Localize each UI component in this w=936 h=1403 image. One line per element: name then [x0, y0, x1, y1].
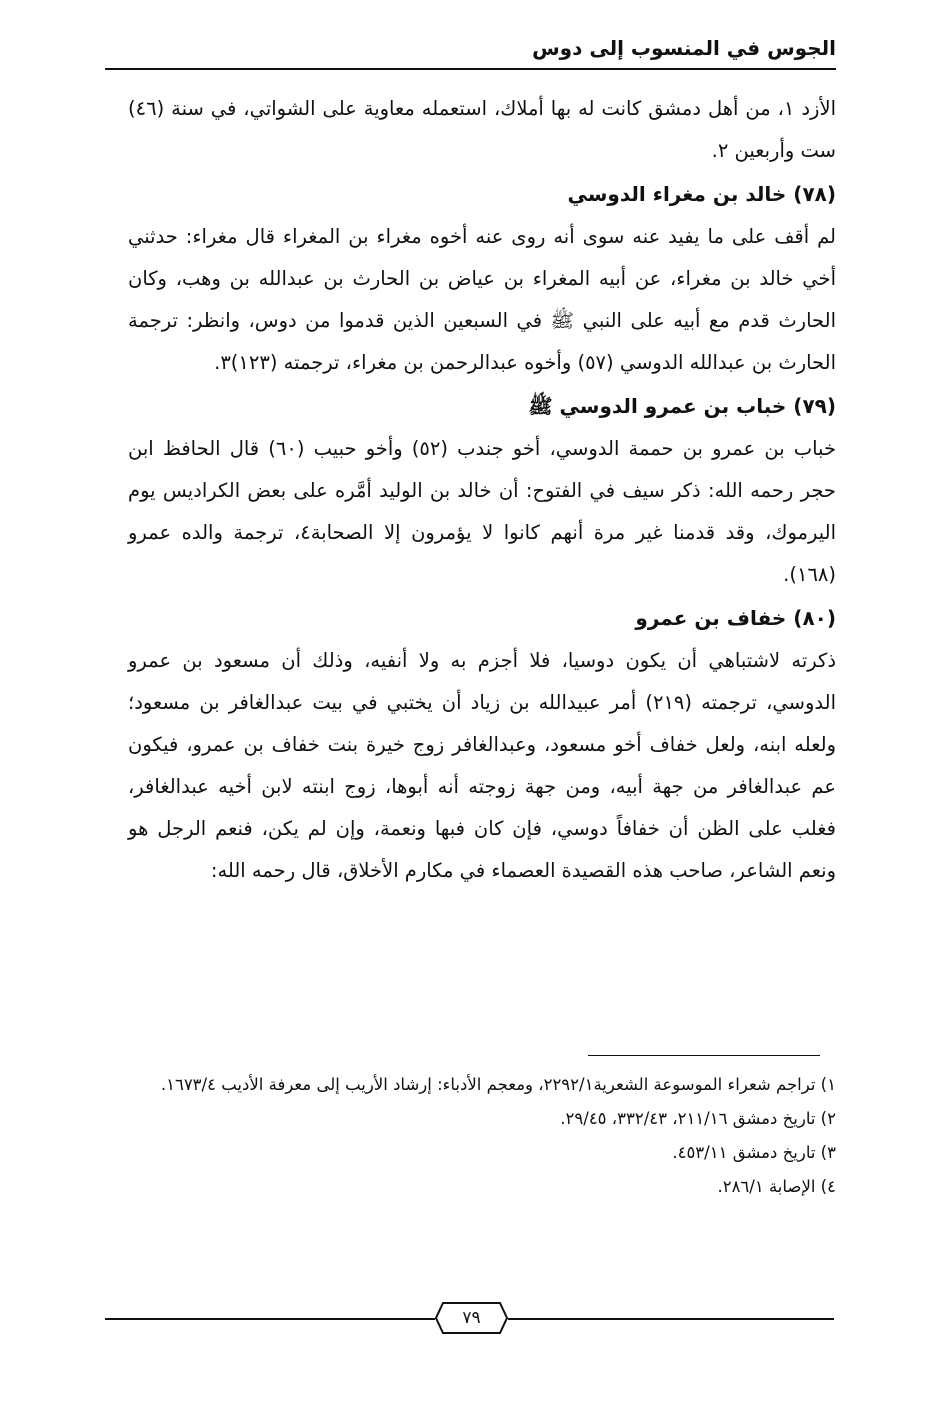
footnotes	[128, 1068, 836, 1204]
footnote-4: ٤) الإصابة ٢٨٦/١.	[717, 1177, 836, 1196]
footnote-3: ٣) تاريخ دمشق ٤٥٣/١١.	[672, 1143, 836, 1162]
header-rule	[105, 68, 836, 70]
paragraph-80: ذكرته لاشتباهي أن يكون دوسيا، فلا أجزم به ولا أنفيه، وذلك أن مسعود بن عمرو الدوسي، ترجمته (٢١٩) أمر عبيدالله بن زياد أن يختبي في بيت عبدالغافر بن مسعود؛ ولعله ابنه، ولعل خفاف أخو مسعود، وعبدالغافر زوج خيرة بنت خفاف بن عمرو، فيكون عم عبدالغافر من جهة أبيه، ومن جهة زوجته أنه أبوها، زوج ابنته لابن أخيه عبدالغافر، فغلب على الظن أن خفافاً دوسي، فإن كان فبها ونعمة، وإن لم يكن، فنعم الرجل هو ونعم الشاعر، صاحب هذه القصيدة العصماء في مكارم الأخلاق، قال رحمه الله:	[128, 649, 836, 882]
footnote-1: ١) تراجم شعراء الموسوعة الشعرية٢٢٩٢/١، ومعجم الأدباء: إرشاد الأريب إلى معرفة الأديب ١٦٧٣/٤.	[160, 1075, 836, 1094]
footer-rule-right	[508, 1318, 834, 1320]
main-text	[128, 88, 836, 892]
section-heading-78: (٧٨) خالد بن مغراء الدوسي	[567, 182, 836, 206]
paragraph-intro: الأزد ١، من أهل دمشق كانت له بها أملاك، استعمله معاوية على الشواتي، في سنة (٤٦) ست وأربعين ٢.	[128, 97, 836, 162]
footer-rule-left	[105, 1318, 435, 1320]
running-header: الجوس في المنسوب إلى دوس	[532, 36, 836, 60]
paragraph-79: خباب بن عمرو بن حممة الدوسي، أخو جندب (٥٢) وأخو حبيب (٦٠) قال الحافظ ابن حجر رحمه الله: ذكر سيف في الفتوح: أن خالد بن الوليد أمَّره على بعض الكراديس يوم اليرموك، وقد قدمنا غير مرة أنهم كانوا لا يؤمرون إلا الصحابة٤، ترجمة والده عمرو (١٦٨).	[128, 437, 836, 586]
footnote-separator	[588, 1055, 820, 1056]
page-number: ٧٩	[462, 1308, 481, 1328]
section-heading-80: (٨٠) خفاف بن عمرو	[635, 606, 836, 630]
section-heading-79: (٧٩) خباب بن عمرو الدوسي ﷺ	[528, 394, 836, 418]
paragraph-78: لم أقف على ما يفيد عنه سوى أنه روى عنه أخوه مغراء بن المغراء قال مغراء: حدثني أخي خالد بن مغراء، عن أبيه المغراء بن عياض بن الحارث بن عبدالله بن وهب، وكان الحارث قدم مع أبيه على النبي ﷺ في السبعين الذين قدموا من دوس، وانظر: ترجمة الحارث بن عبدالله الدوسي (٥٧) وأخوه عبدالرحمن بن مغراء، ترجمته (١٢٣)٣.	[128, 225, 836, 374]
footnote-2: ٢) تاريخ دمشق ٢١١/١٦، ٣٣٢/٤٣، ٢٩/٤٥.	[560, 1109, 836, 1128]
